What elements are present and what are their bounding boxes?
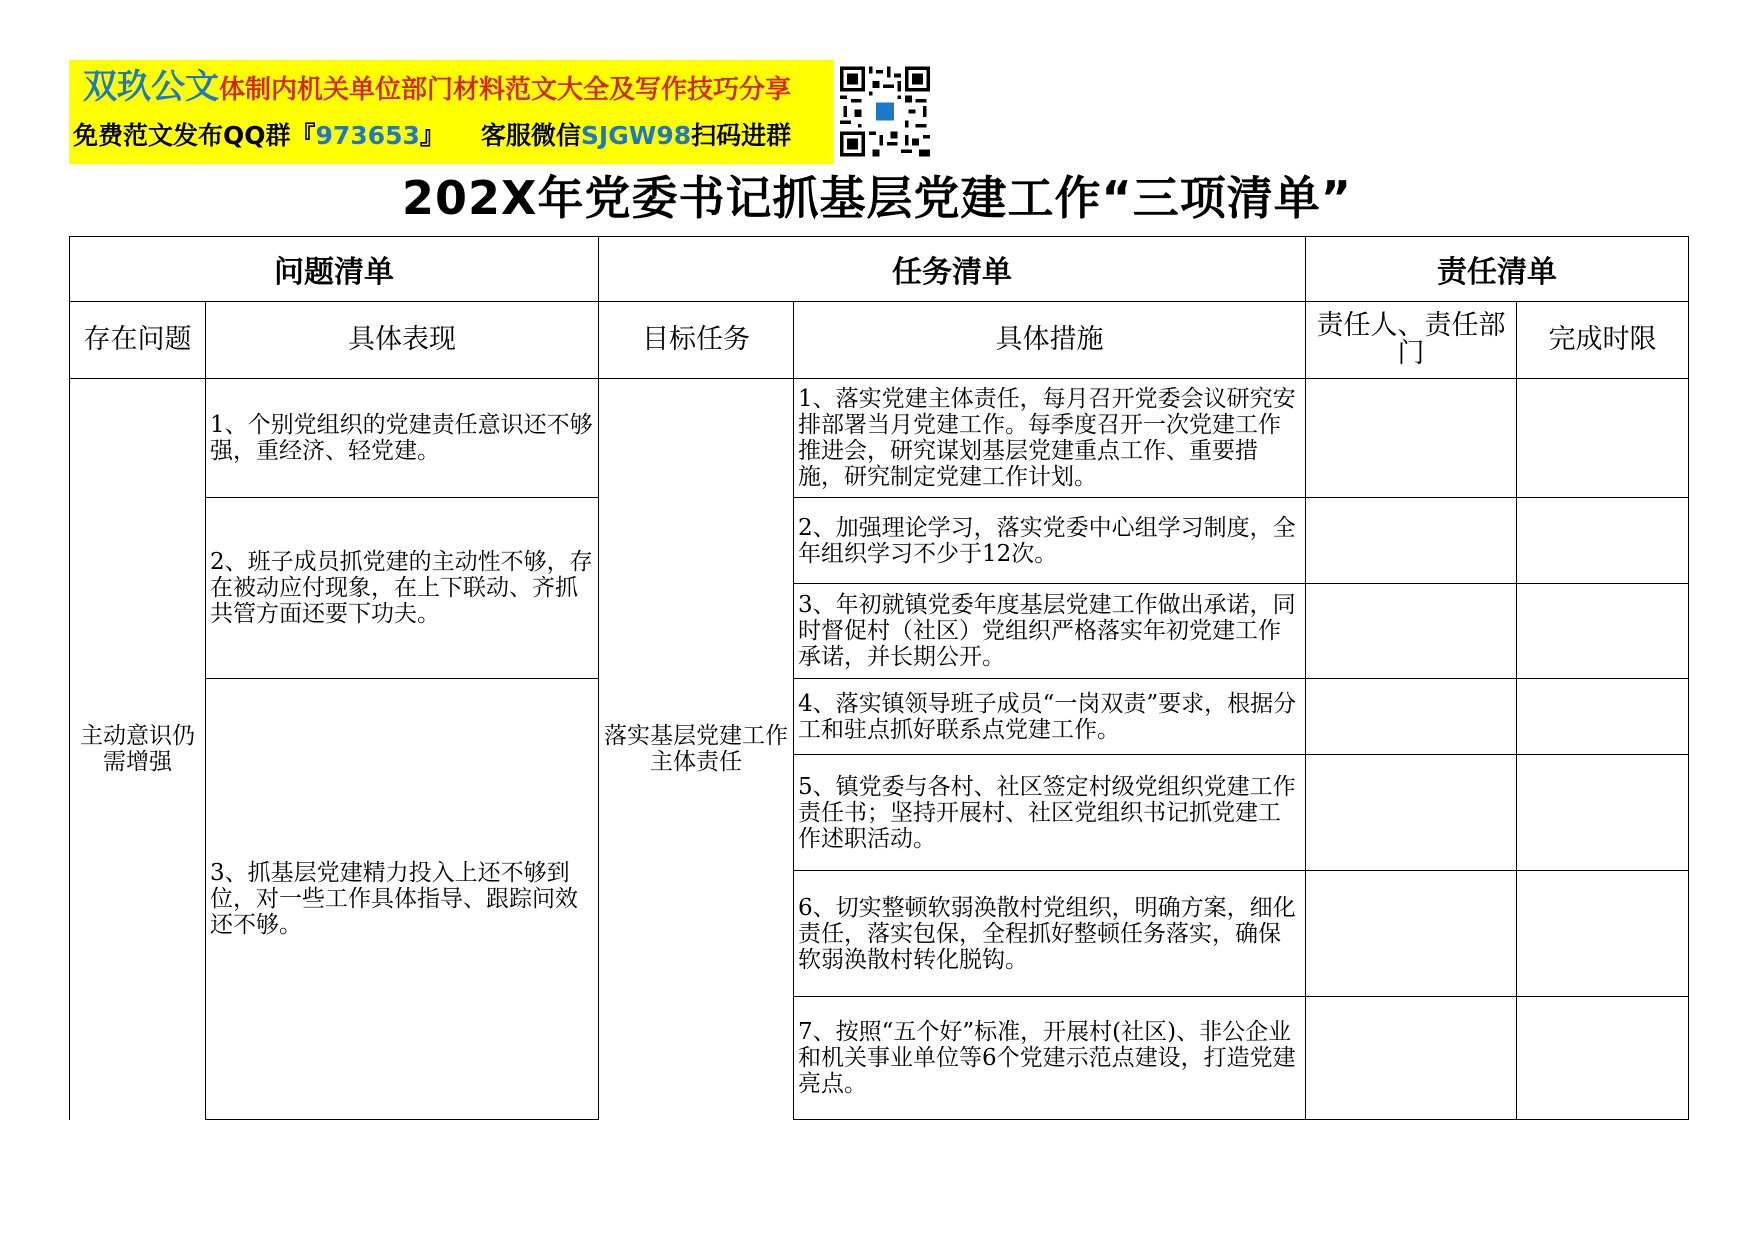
page-title: 202X年党委书记抓基层党建工作“三项清单”: [402, 171, 1352, 225]
responsible-cell: [1306, 755, 1517, 871]
deadline-cell: [1517, 755, 1689, 871]
col-header-responsible: 责任人、责任部门: [1306, 302, 1517, 379]
col-header-problem: 存在问题: [70, 302, 206, 379]
qr-code-icon[interactable]: [840, 65, 930, 158]
banner-wechat-suffix: 扫码进群: [691, 121, 792, 150]
responsible-cell: [1306, 997, 1517, 1120]
measure-cell: 3、年初就镇党委年度基层党建工作做出承诺，同时督促村（社区）党组织严格落实年初党建工作承诺，并长期公开。: [794, 584, 1306, 679]
three-lists-table: [69, 236, 1689, 1120]
deadline-cell: [1517, 498, 1689, 584]
banner-line-2: [73, 116, 791, 156]
banner-wechat-id: SJGW98: [580, 121, 692, 150]
measure-cell: 7、按照“五个好”标准，开展村(社区)、非公企业和机关事业单位等6个党建示范点建设，打造党建亮点。: [794, 997, 1306, 1120]
banner-qq-prefix: 免费范文发布QQ群『: [73, 121, 316, 150]
responsible-cell: [1306, 871, 1517, 997]
header-responsibility-list: 责任清单: [1306, 237, 1689, 302]
deadline-cell: [1517, 871, 1689, 997]
col-header-manifestation: 具体表现: [206, 302, 599, 379]
manifestation-cell: 1、个别党组织的党建责任意识还不够强，重经济、轻党建。: [206, 379, 599, 498]
responsible-cell: [1306, 584, 1517, 679]
banner-line-1: [83, 67, 792, 107]
deadline-cell: [1517, 679, 1689, 755]
col-header-deadline: 完成时限: [1517, 302, 1689, 379]
banner-tagline: 体制内机关单位部门材料范文大全及写作技巧分享: [219, 75, 792, 105]
deadline-cell: [1517, 584, 1689, 679]
measure-cell: 4、落实镇领导班子成员“一岗双责”要求，根据分工和驻点抓好联系点党建工作。: [794, 679, 1306, 755]
measure-cell: 6、切实整顿软弱涣散村党组织，明确方案，细化责任，落实包保，全程抓好整顿任务落实，确保软弱涣散村转化脱钩。: [794, 871, 1306, 997]
measure-cell: 2、加强理论学习，落实党委中心组学习制度，全年组织学习不少于12次。: [794, 498, 1306, 584]
banner-qq-number: 973653: [315, 121, 420, 150]
manifestation-cell: 2、班子成员抓党建的主动性不够，存在被动应付现象，在上下联动、齐抓共管方面还要下功夫。: [206, 498, 599, 679]
banner-wechat-prefix: 客服微信: [480, 121, 581, 150]
goal-cell: 落实基层党建工作主体责任: [599, 379, 794, 1120]
measure-cell: 1、落实党建主体责任，每月召开党委会议研究安排部署当月党建工作。每季度召开一次党建工作推进会，研究谋划基层党建重点工作、重要措施，研究制定党建工作计划。: [794, 379, 1306, 498]
problem-cell: 主动意识仍需增强: [70, 379, 206, 1120]
promo-banner: [69, 60, 833, 164]
deadline-cell: [1517, 997, 1689, 1120]
deadline-cell: [1517, 379, 1689, 498]
responsible-cell: [1306, 679, 1517, 755]
responsible-cell: [1306, 498, 1517, 584]
banner-brand: 双玖公文: [83, 67, 219, 107]
banner-qq-suffix: 』: [419, 121, 445, 150]
measure-cell: 5、镇党委与各村、社区签定村级党组织党建工作责任书；坚持开展村、社区党组织书记抓党建工作述职活动。: [794, 755, 1306, 871]
col-header-goal: 目标任务: [599, 302, 794, 379]
responsible-cell: [1306, 379, 1517, 498]
header-problem-list: 问题清单: [70, 237, 599, 302]
header-task-list: 任务清单: [599, 237, 1306, 302]
manifestation-cell: 3、抓基层党建精力投入上还不够到位，对一些工作具体指导、跟踪问效还不够。: [206, 679, 599, 1120]
col-header-measure: 具体措施: [794, 302, 1306, 379]
